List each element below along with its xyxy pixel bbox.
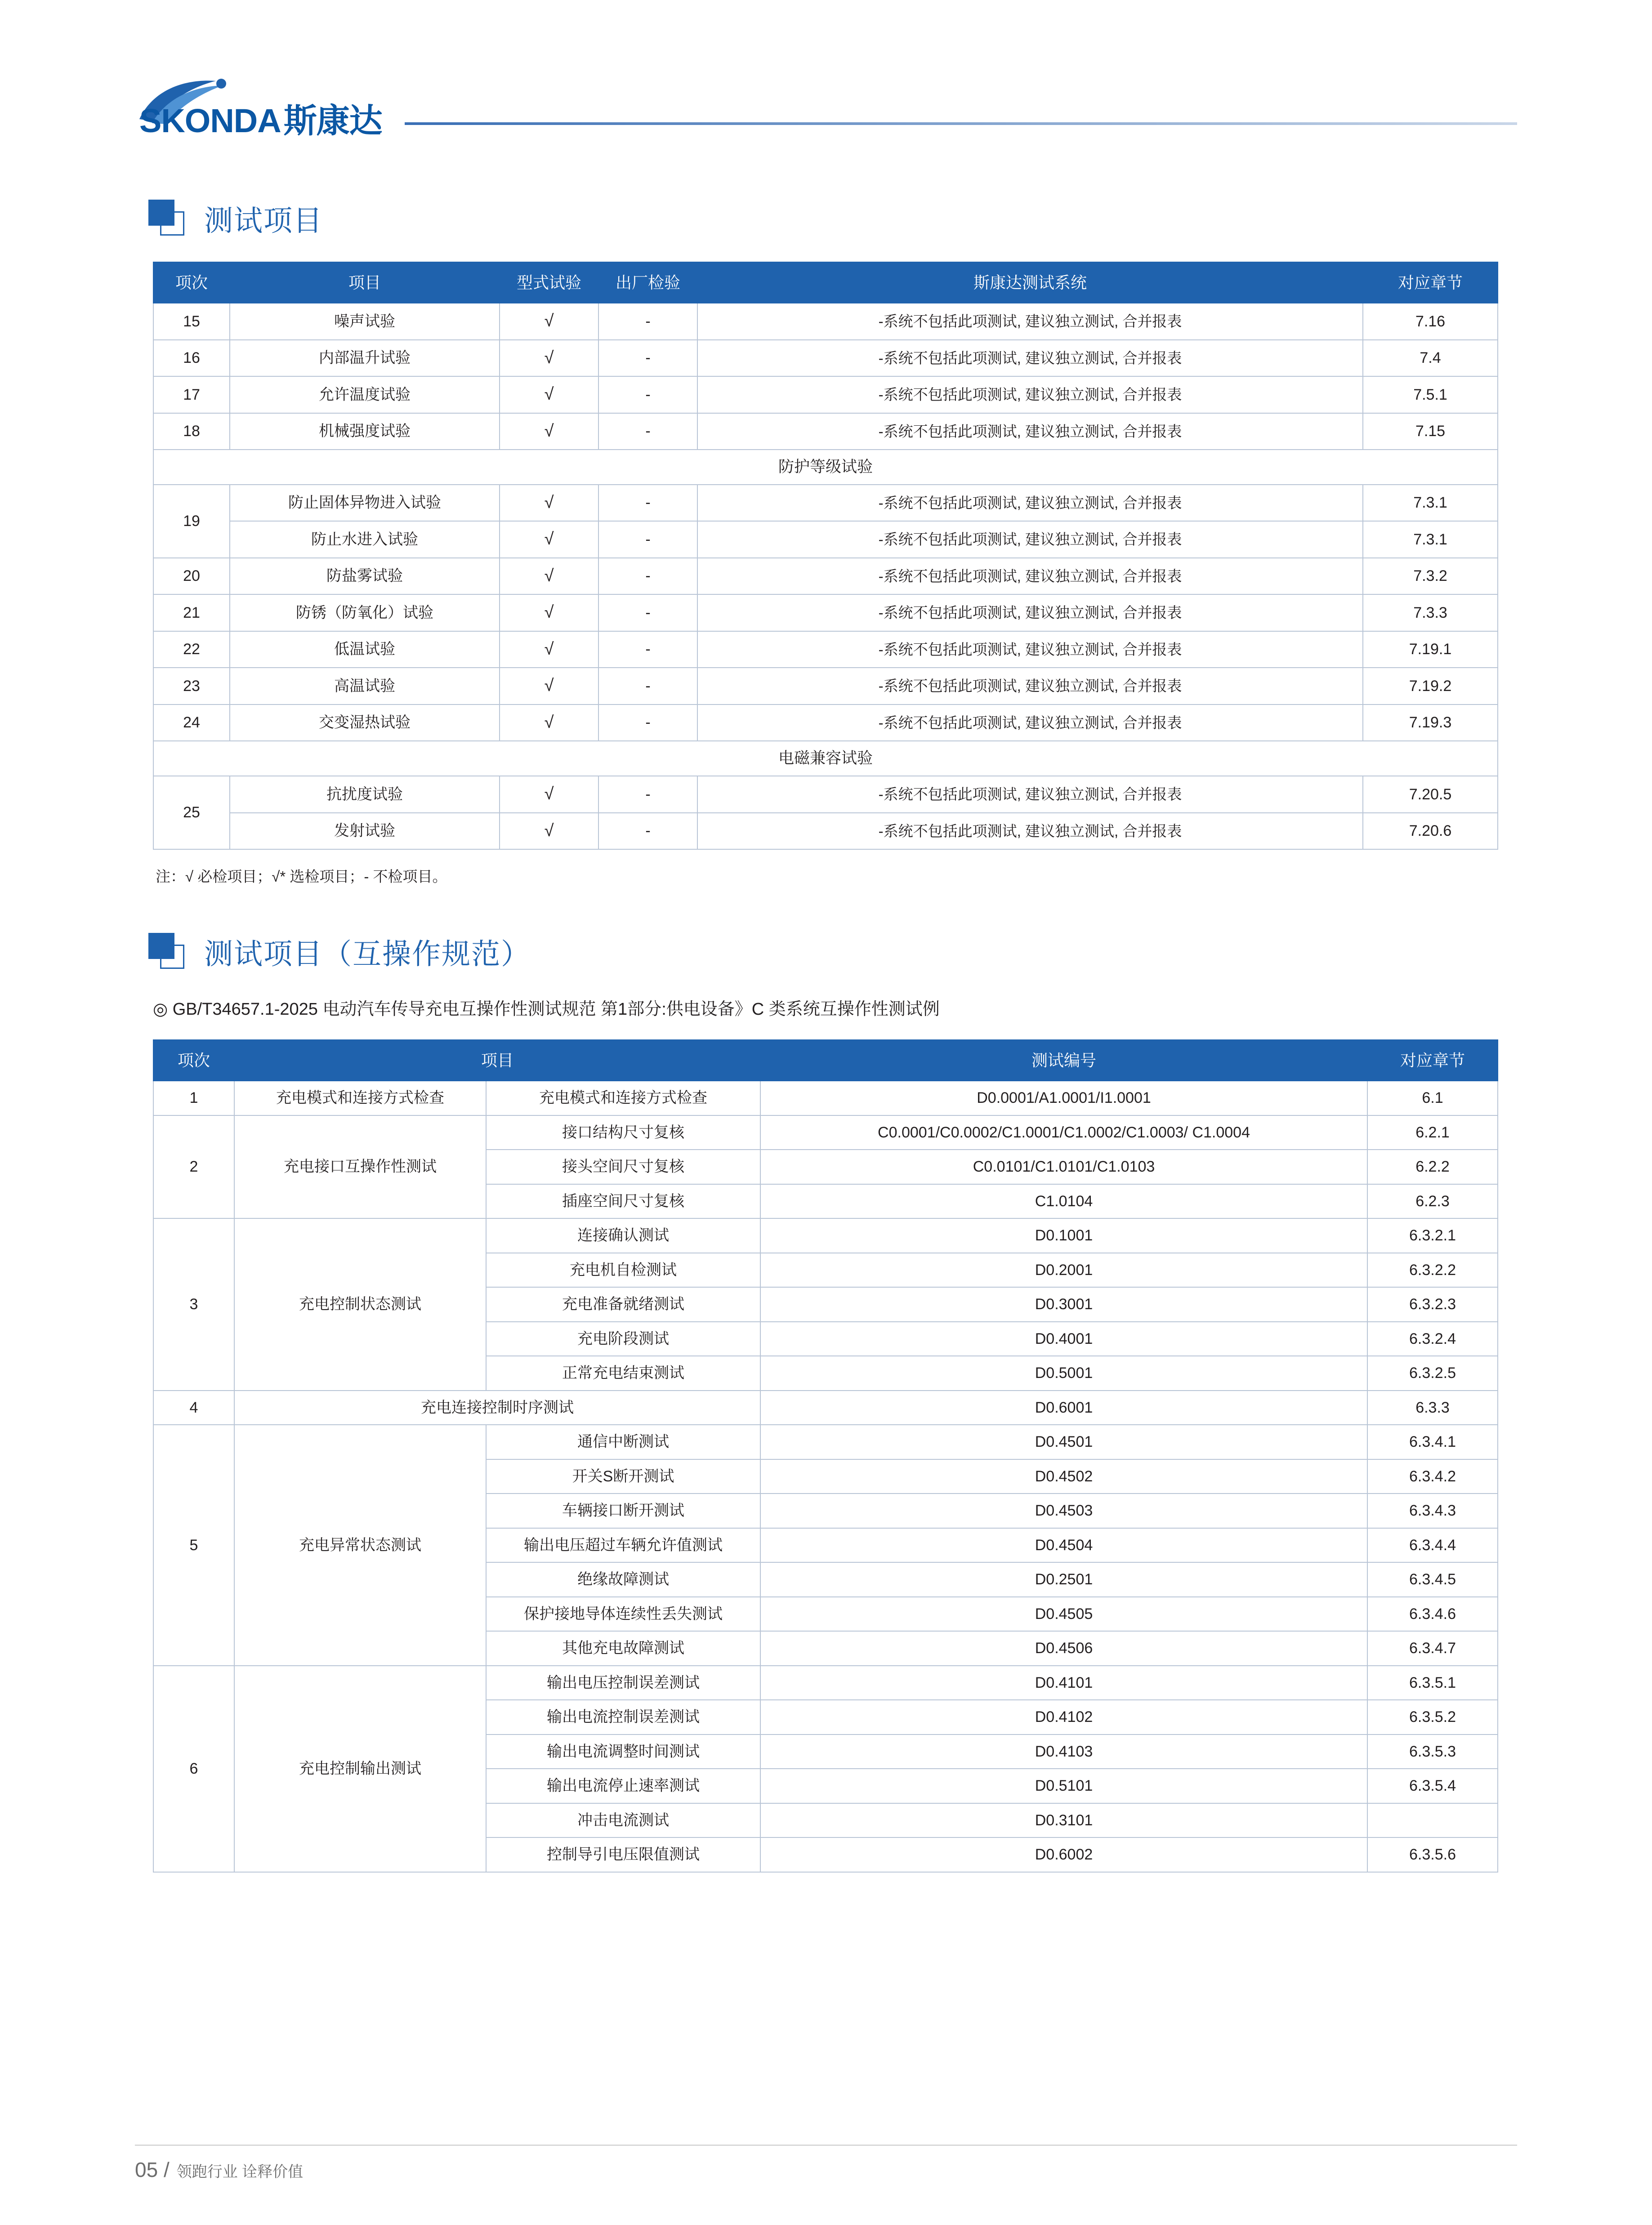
cell-clause: 6.3.5.2 [1367, 1700, 1498, 1735]
cell-item: 车辆接口断开测试 [486, 1494, 760, 1528]
cell-factory: - [598, 340, 697, 377]
cell-item: 充电阶段测试 [486, 1322, 760, 1356]
cell-item: 输出电流控制误差测试 [486, 1700, 760, 1735]
cell-item: 防盐雾试验 [230, 558, 500, 595]
cell-clause: 7.3.1 [1363, 485, 1498, 522]
cell-clause: 6.3.4.1 [1367, 1425, 1498, 1459]
cell-type-test: √ [500, 776, 598, 813]
cell-group-label: 电磁兼容试验 [153, 741, 1498, 776]
interop-test-items-table [153, 1039, 1498, 1873]
cell-code: D0.4501 [760, 1425, 1367, 1459]
cell-system: -系统不包括此项测试, 建议独立测试, 合并报表 [697, 303, 1363, 340]
cell-group-label: 防护等级试验 [153, 450, 1498, 485]
th-system: 斯康达测试系统 [697, 262, 1363, 303]
table-2-wrapper [153, 1039, 1517, 1873]
cell-clause: 7.20.5 [1363, 776, 1498, 813]
cell-system: -系统不包括此项测试, 建议独立测试, 合并报表 [697, 558, 1363, 595]
cell-no: 6 [153, 1666, 234, 1872]
th-no: 项次 [153, 262, 230, 303]
cell-clause: 6.3.2.2 [1367, 1253, 1498, 1288]
table-row [153, 558, 1498, 595]
cell-item: 插座空间尺寸复核 [486, 1184, 760, 1219]
table-row [153, 594, 1498, 631]
cell-clause: 6.3.2.5 [1367, 1356, 1498, 1391]
table-row [153, 1081, 1498, 1115]
cell-clause: 7.16 [1363, 303, 1498, 340]
logo-chinese: 斯康达 [283, 102, 382, 139]
cell-item: 防止水进入试验 [230, 521, 500, 558]
cell-system: -系统不包括此项测试, 建议独立测试, 合并报表 [697, 668, 1363, 705]
table-header-row [153, 262, 1498, 303]
cell-clause: 7.3.3 [1363, 594, 1498, 631]
cell-system: -系统不包括此项测试, 建议独立测试, 合并报表 [697, 813, 1363, 850]
cell-clause: 6.3.4.2 [1367, 1459, 1498, 1494]
cell-item: 输出电流停止速率测试 [486, 1769, 760, 1803]
cell-factory: - [598, 594, 697, 631]
cell-clause: 7.19.3 [1363, 705, 1498, 741]
cell-no: 25 [153, 776, 230, 849]
cell-code: D0.2001 [760, 1253, 1367, 1288]
cell-factory: - [598, 776, 697, 813]
th-type-test: 型式试验 [500, 262, 598, 303]
table-row [153, 485, 1498, 522]
cell-clause: 6.3.2.4 [1367, 1322, 1498, 1356]
table-row [153, 1218, 1498, 1253]
cell-factory: - [598, 521, 697, 558]
cell-item: 输出电压超过车辆允许值测试 [486, 1528, 760, 1563]
cell-clause: 7.15 [1363, 413, 1498, 450]
cell-type-test: √ [500, 631, 598, 668]
cell-clause [1367, 1803, 1498, 1838]
table-row [153, 1115, 1498, 1150]
cell-item: 防止固体异物进入试验 [230, 485, 500, 522]
cell-item: 输出电压控制误差测试 [486, 1666, 760, 1700]
cell-no: 18 [153, 413, 230, 450]
cell-factory: - [598, 485, 697, 522]
cell-system: -系统不包括此项测试, 建议独立测试, 合并报表 [697, 485, 1363, 522]
cell-code: D0.4503 [760, 1494, 1367, 1528]
cell-type-test: √ [500, 340, 598, 377]
cell-clause: 6.3.2.3 [1367, 1287, 1498, 1322]
table-row [153, 631, 1498, 668]
th-clause: 对应章节 [1363, 262, 1498, 303]
cell-code: D0.4505 [760, 1597, 1367, 1632]
cell-item: 绝缘故障测试 [486, 1562, 760, 1597]
cell-clause: 6.2.2 [1367, 1150, 1498, 1184]
cell-no: 23 [153, 668, 230, 705]
cell-code: D0.6002 [760, 1837, 1367, 1872]
section-square-icon [148, 933, 186, 971]
section-title-test-items [148, 198, 1652, 239]
cell-clause: 6.3.4.5 [1367, 1562, 1498, 1597]
cell-system: -系统不包括此项测试, 建议独立测试, 合并报表 [697, 521, 1363, 558]
page-footer [135, 2145, 1517, 2182]
cell-no: 4 [153, 1391, 234, 1425]
table-1-wrapper [153, 262, 1517, 850]
cell-item: 输出电流调整时间测试 [486, 1735, 760, 1769]
cell-code: D0.4101 [760, 1666, 1367, 1700]
cell-code: D0.4102 [760, 1700, 1367, 1735]
cell-type-test: √ [500, 376, 598, 413]
cell-factory: - [598, 631, 697, 668]
cell-item: 冲击电流测试 [486, 1803, 760, 1838]
cell-item: 保护接地导体连续性丢失测试 [486, 1597, 760, 1632]
table-row [153, 340, 1498, 377]
cell-factory: - [598, 705, 697, 741]
cell-code: D0.3001 [760, 1287, 1367, 1322]
table-row [153, 1425, 1498, 1459]
cell-item: 连接确认测试 [486, 1218, 760, 1253]
cell-code: D0.4502 [760, 1459, 1367, 1494]
section-square-icon [148, 200, 186, 237]
cell-item: 接口结构尺寸复核 [486, 1115, 760, 1150]
table-header-row [153, 1040, 1498, 1081]
cell-no: 24 [153, 705, 230, 741]
cell-group: 充电异常状态测试 [234, 1425, 486, 1666]
table-row [153, 413, 1498, 450]
cell-factory: - [598, 303, 697, 340]
cell-code: D0.4001 [760, 1322, 1367, 1356]
th-factory-test: 出厂检验 [598, 262, 697, 303]
cell-factory: - [598, 376, 697, 413]
standard-reference: ◎ GB/T34657.1-2025 电动汽车传导充电互操作性测试规范 第1部分:供电设备》C 类系统互操作性测试例 [153, 1000, 940, 1019]
th-code: 测试编号 [760, 1040, 1367, 1081]
th-item: 项目 [230, 262, 500, 303]
cell-system: -系统不包括此项测试, 建议独立测试, 合并报表 [697, 631, 1363, 668]
company-logo [135, 67, 387, 153]
table-row [153, 1391, 1498, 1425]
cell-factory: - [598, 813, 697, 850]
cell-factory: - [598, 558, 697, 595]
cell-code: D0.3101 [760, 1803, 1367, 1838]
cell-code: D0.5001 [760, 1356, 1367, 1391]
cell-item: 噪声试验 [230, 303, 500, 340]
cell-group: 充电连接控制时序测试 [234, 1391, 760, 1425]
cell-item: 高温试验 [230, 668, 500, 705]
cell-system: -系统不包括此项测试, 建议独立测试, 合并报表 [697, 376, 1363, 413]
cell-clause: 6.3.5.3 [1367, 1735, 1498, 1769]
cell-code: D0.4504 [760, 1528, 1367, 1563]
cell-no: 3 [153, 1218, 234, 1391]
logo-wordmark [139, 94, 382, 142]
cell-item: 充电机自检测试 [486, 1253, 760, 1288]
table-row [153, 376, 1498, 413]
cell-no: 2 [153, 1115, 234, 1219]
cell-clause: 7.3.2 [1363, 558, 1498, 595]
cell-code: D0.0001/A1.0001/I1.0001 [760, 1081, 1367, 1115]
cell-no: 21 [153, 594, 230, 631]
cell-code: C0.0001/C0.0002/C1.0001/C1.0002/C1.0003/ C1.0004 [760, 1115, 1367, 1150]
cell-item: 开关S断开测试 [486, 1459, 760, 1494]
cell-group: 充电控制状态测试 [234, 1218, 486, 1391]
cell-system: -系统不包括此项测试, 建议独立测试, 合并报表 [697, 594, 1363, 631]
cell-type-test: √ [500, 485, 598, 522]
cell-code: D0.4103 [760, 1735, 1367, 1769]
cell-code: D0.4506 [760, 1631, 1367, 1666]
cell-item: 机械强度试验 [230, 413, 500, 450]
cell-code: D0.1001 [760, 1218, 1367, 1253]
th-no: 项次 [153, 1040, 234, 1081]
cell-clause: 6.2.1 [1367, 1115, 1498, 1150]
cell-code: D0.6001 [760, 1391, 1367, 1425]
cell-group: 充电接口互操作性测试 [234, 1115, 486, 1219]
cell-system: -系统不包括此项测试, 建议独立测试, 合并报表 [697, 413, 1363, 450]
cell-clause: 6.3.5.6 [1367, 1837, 1498, 1872]
table-row [153, 813, 1498, 850]
footer-slogan: 领跑行业 诠释价值 [176, 2163, 304, 2180]
table-row [153, 303, 1498, 340]
cell-factory: - [598, 668, 697, 705]
cell-item: 内部温升试验 [230, 340, 500, 377]
cell-group: 充电控制输出测试 [234, 1666, 486, 1872]
cell-no: 22 [153, 631, 230, 668]
cell-type-test: √ [500, 594, 598, 631]
section-heading-2: 测试项目（互操作规范） [204, 938, 531, 970]
cell-system: -系统不包括此项测试, 建议独立测试, 合并报表 [697, 776, 1363, 813]
cell-item: 防锈（防氧化）试验 [230, 594, 500, 631]
cell-factory: - [598, 413, 697, 450]
cell-no: 19 [153, 485, 230, 558]
cell-item: 充电模式和连接方式检查 [486, 1081, 760, 1115]
cell-clause: 6.2.3 [1367, 1184, 1498, 1219]
cell-clause: 6.3.2.1 [1367, 1218, 1498, 1253]
cell-item: 交变湿热试验 [230, 705, 500, 741]
table-group-row [153, 741, 1498, 776]
cell-no: 20 [153, 558, 230, 595]
cell-item: 接头空间尺寸复核 [486, 1150, 760, 1184]
cell-clause: 7.19.1 [1363, 631, 1498, 668]
cell-clause: 6.3.4.3 [1367, 1494, 1498, 1528]
cell-type-test: √ [500, 813, 598, 850]
cell-system: -系统不包括此项测试, 建议独立测试, 合并报表 [697, 340, 1363, 377]
cell-type-test: √ [500, 303, 598, 340]
table-row [153, 705, 1498, 741]
cell-type-test: √ [500, 558, 598, 595]
cell-item: 通信中断测试 [486, 1425, 760, 1459]
cell-no: 1 [153, 1081, 234, 1115]
cell-clause: 6.3.4.6 [1367, 1597, 1498, 1632]
cell-type-test: √ [500, 705, 598, 741]
logo-latin: SKONDA [139, 102, 281, 139]
cell-clause: 7.19.2 [1363, 668, 1498, 705]
cell-item: 充电准备就绪测试 [486, 1287, 760, 1322]
cell-no: 15 [153, 303, 230, 340]
cell-group: 充电模式和连接方式检查 [234, 1081, 486, 1115]
cell-item: 其他充电故障测试 [486, 1631, 760, 1666]
cell-item: 正常充电结束测试 [486, 1356, 760, 1391]
cell-code: D0.2501 [760, 1562, 1367, 1597]
header-divider [405, 122, 1517, 125]
cell-no: 17 [153, 376, 230, 413]
th-clause: 对应章节 [1367, 1040, 1498, 1081]
cell-item: 控制导引电压限值测试 [486, 1837, 760, 1872]
page-number: 05 / [135, 2158, 170, 2181]
section-heading-1: 测试项目 [204, 205, 323, 237]
cell-type-test: √ [500, 521, 598, 558]
test-items-table [153, 262, 1498, 850]
cell-code: D0.5101 [760, 1769, 1367, 1803]
cell-code: C0.0101/C1.0101/C1.0103 [760, 1150, 1367, 1184]
table-note: 注：√ 必检项目；√* 选检项目；- 不检项目。 [156, 868, 447, 885]
cell-clause: 6.3.5.4 [1367, 1769, 1498, 1803]
cell-type-test: √ [500, 668, 598, 705]
table-row [153, 521, 1498, 558]
section-title-interop [148, 931, 1652, 972]
cell-clause: 7.4 [1363, 340, 1498, 377]
table-row [153, 668, 1498, 705]
cell-clause: 6.3.5.1 [1367, 1666, 1498, 1700]
cell-clause: 6.3.4.7 [1367, 1631, 1498, 1666]
cell-clause: 7.3.1 [1363, 521, 1498, 558]
cell-item: 抗扰度试验 [230, 776, 500, 813]
cell-clause: 7.20.6 [1363, 813, 1498, 850]
page-header [0, 0, 1652, 153]
cell-item: 发射试验 [230, 813, 500, 850]
cell-type-test: √ [500, 413, 598, 450]
cell-code: C1.0104 [760, 1184, 1367, 1219]
cell-clause: 6.1 [1367, 1081, 1498, 1115]
cell-no: 5 [153, 1425, 234, 1666]
cell-system: -系统不包括此项测试, 建议独立测试, 合并报表 [697, 705, 1363, 741]
cell-clause: 6.3.3 [1367, 1391, 1498, 1425]
table-row [153, 1666, 1498, 1700]
cell-item: 低温试验 [230, 631, 500, 668]
cell-no: 16 [153, 340, 230, 377]
cell-item: 允许温度试验 [230, 376, 500, 413]
cell-clause: 7.5.1 [1363, 376, 1498, 413]
cell-clause: 6.3.4.4 [1367, 1528, 1498, 1563]
th-item: 项目 [234, 1040, 760, 1081]
table-row [153, 776, 1498, 813]
table-group-row [153, 450, 1498, 485]
